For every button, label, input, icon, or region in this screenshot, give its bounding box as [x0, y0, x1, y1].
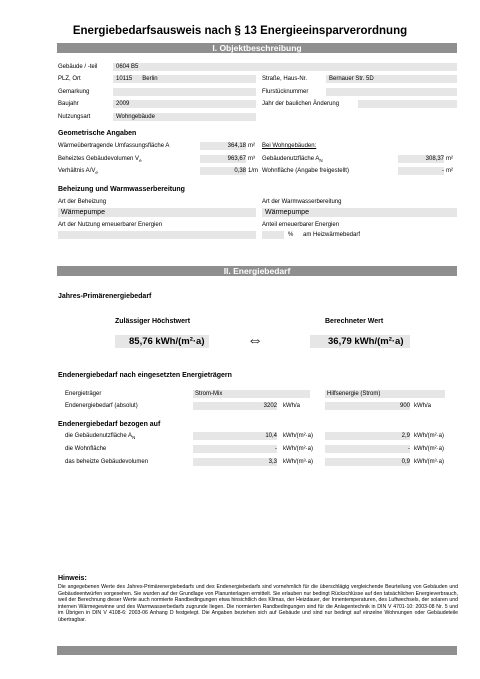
nutzflaeche-unit: m²	[446, 156, 453, 162]
flaeche-value: 364,18	[200, 142, 246, 150]
flaeche-unit: m²	[248, 143, 255, 149]
baujahr-field: 2009	[113, 100, 256, 108]
absolut-label: Endenergiebedarf (absolut)	[65, 403, 138, 409]
bezogen-row-v1: 10,4	[193, 432, 277, 440]
anteil-unit: %	[288, 232, 294, 238]
wohnflaeche-label: Wohnfläche (Angabe freigestellt)	[262, 168, 349, 174]
berechnet-unit: kWh/(m²·a)	[354, 336, 404, 347]
bezogen-row-u1: kWh/(m²·a)	[283, 433, 313, 439]
section-objektbeschreibung: I. Objektbeschreibung	[57, 43, 457, 53]
bezogen-row-label: das beheizte Gebäudevolumen	[65, 459, 149, 465]
absolut2-unit: kWh/a	[414, 403, 432, 409]
traeger-label: Energieträger	[65, 391, 102, 397]
bezogen-heading: Endenergiebedarf bezogen auf	[58, 421, 161, 428]
nutzungsart-label: Nutzungsart	[58, 114, 91, 120]
strasse-label: Straße, Haus-Nr.	[262, 76, 308, 82]
anteil-suffix: am Heizwärmebedarf	[303, 232, 361, 238]
gemarkung-label: Gemarkung	[58, 89, 90, 95]
zulaessig-box	[115, 335, 209, 348]
footer-bar	[57, 646, 457, 655]
bezogen-row-u1: kWh/(m³·a)	[283, 459, 313, 465]
beheizung-heading: Beheizung und Warmwasserbereitung	[58, 186, 185, 193]
endenergie-heading: Endenergiebedarf nach eingesetzten Energieträgern	[58, 372, 232, 379]
wohn-heading: Bei Wohngebäuden:	[262, 143, 317, 149]
bezogen-row-u2: kWh/(m³·a)	[414, 459, 444, 465]
erneuerbar-label: Art der Nutzung erneuerbarer Energien	[58, 222, 163, 228]
flurstueck-label: Flurstücknummer	[262, 89, 309, 95]
bezogen-row-v1: 3,3	[193, 458, 277, 466]
absolut1-unit: kWh/a	[283, 403, 301, 409]
volumen-label: Beheiztes Gebäudevolumen $V_e$	[58, 156, 142, 164]
berechnet-value: 36,79	[328, 336, 352, 347]
beheizung-art-label: Art der Beheizung	[58, 199, 107, 205]
geometrie-heading: Geometrische Angaben	[58, 130, 137, 137]
bezogen-row-u1: kWh/(m²·a)	[283, 446, 313, 452]
anteil-field	[262, 231, 284, 239]
bezogen-row-v2: 2,9	[325, 432, 410, 440]
document-title: Energiebedarfsausweis nach § 13 Energieeinsparverordnung	[72, 25, 408, 37]
verhaeltnis-label: Verhältnis $A/V_e$	[58, 168, 98, 176]
bezogen-row-v2: 0,9	[325, 458, 410, 466]
zulaessig-label: Zulässiger Höchstwert	[115, 318, 191, 325]
comparison-arrow-icon: ⇔	[247, 332, 263, 349]
berechnet-label: Berechneter Wert	[325, 318, 384, 325]
absolut1-value: 3202	[193, 402, 277, 410]
zulaessig-value: 85,76	[129, 336, 153, 347]
baujahr-label: Baujahr	[58, 101, 79, 107]
aenderung-label: Jahr der baulichen Änderung	[262, 101, 340, 107]
gemarkung-field	[113, 88, 256, 96]
bezogen-row-label: die Wohnfläche	[65, 446, 107, 452]
berechnet-box	[310, 335, 410, 348]
wohnflaeche-value: -	[398, 167, 444, 175]
flaeche-label: Wärmeübertragende Umfassungsfläche A	[58, 143, 170, 149]
plz-label: PLZ, Ort	[58, 76, 81, 82]
strasse-field: Bernauer Str. 5D	[326, 75, 457, 83]
zulaessig-unit: kWh/(m²·a)	[155, 336, 205, 347]
bezogen-row-u2: kWh/(m²·a)	[414, 433, 444, 439]
gebaeude-label: Gebäude / -teil	[58, 64, 98, 70]
volumen-unit: m³	[248, 156, 255, 162]
aenderung-field	[358, 100, 457, 108]
beheizung-art-field: Wärmepumpe	[58, 208, 256, 217]
verhaeltnis-value: 0,38	[200, 167, 246, 175]
gebaeude-field: 0604 B5	[113, 63, 457, 71]
volumen-value: 963,67	[200, 155, 246, 163]
flurstueck-field	[326, 88, 457, 96]
nutzflaeche-label: Gebäudenutzfläche $A_N$	[262, 156, 323, 164]
erneuerbar-field	[58, 231, 256, 239]
hinweis-text: Die angegebenen Werte des Jahres-Primärenergiebedarfs und des Endenergiebedarfs sind vornehmlich für die überschlägig vergleichende Beurteilung von Gebäuden und Gebäudeentwürfen vorgesehen. Sie wurden auf der Grundlage von Planunterlagen ermittelt. Sie erlauben nur bedingt Rückschlüsse auf den tatsächlichen Energieverbrauch, weil der Berechnung dieser Werte auch normierte Randbedingungen etwa hinsichtlich des Klimas, der Heizdauer, der Innentemperaturen, des Luftwechsels, der solaren und internen Wärmegewinne und des Warmwasserbedarfs zugrunde liegen. Die normierten Randbedingungen sind für die Anlagentechnik in DIN V 4701-10: 2003-08 Nr. 5 und im Übrigen in DIN V 4108-6: 2003-06 Anhang D festgelegt. Die Angaben beziehen sich auf Gebäude und sind nur bedingt auf einzelne Wohnungen oder Gebäudeteile übertragbar.	[58, 584, 458, 623]
warmwasser-label: Art der Warmwasserbereitung	[262, 199, 342, 205]
plz-field: 10115 Berlin	[113, 75, 256, 83]
bezogen-row-u2: kWh/(m²·a)	[414, 446, 444, 452]
verhaeltnis-unit: 1/m	[248, 168, 259, 174]
wohnflaeche-unit: m²	[446, 168, 453, 174]
warmwasser-field: Wärmepumpe	[262, 208, 457, 217]
traeger1-field: Strom-Mix	[193, 390, 310, 398]
hinweis-heading: Hinweis:	[58, 575, 87, 582]
nutzungsart-field: Wohngebäude	[113, 113, 256, 121]
nutzflaeche-value: 308,37	[398, 155, 444, 163]
section-energiebedarf: II. Energiebedarf	[57, 266, 457, 276]
bezogen-row-label: die Gebäudenutzfläche $A_N$	[65, 433, 136, 441]
absolut2-value: 900	[325, 402, 410, 410]
anteil-label: Anteil erneuerbarer Energien	[262, 222, 340, 228]
bezogen-row-v2: -	[325, 445, 410, 453]
bezogen-row-v1: -	[193, 445, 277, 453]
primaer-heading: Jahres-Primärenergiebedarf	[58, 293, 152, 300]
traeger2-field: Hilfsenergie (Strom)	[325, 390, 445, 398]
